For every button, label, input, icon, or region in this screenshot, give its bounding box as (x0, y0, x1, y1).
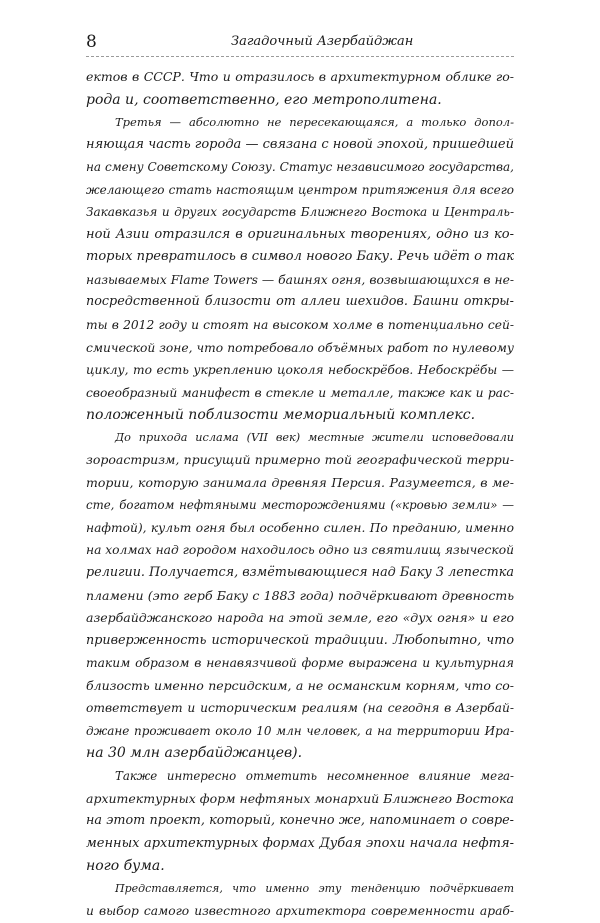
text-line: ты в 2012 году и стоят на высоком холме в потенциально сей- (86, 318, 514, 333)
text-line: таким образом в ненавязчивой форме выражена и культурная (86, 656, 514, 671)
text-line: торых превратилось в символ нового Баку. Речь идёт о так (86, 249, 514, 265)
text-line: ного бума. (86, 858, 165, 875)
text-line: тории, которую занимала древняя Персия. Разумеется, в ме- (86, 474, 514, 490)
text-line: зороастризм, присущий примерно той географической терри- (86, 452, 514, 468)
text-line: положенный поблизости мемориальный комплекс. (86, 407, 476, 424)
text-line: Закавказья и других государств Ближнего Востока и Централь- (86, 205, 514, 220)
text-line: ектов в СССР. Что и отразилось в архитектурном облике го- (86, 69, 514, 84)
text-line: на смену Советскому Союзу. Статус независимого государства, (86, 160, 514, 175)
text-line: смической зоне, что потребовало объёмных работ по нулевому (86, 340, 514, 355)
text-line: Также интересно отметить несомненное влияние мега- (115, 768, 514, 783)
text-line: циклу, то есть укреплению цоколя небоскрёбов. Небоскрёбы — (86, 363, 514, 378)
text-line: менных архитектурных формах Дубая эпохи начала нефтя- (86, 835, 514, 851)
text-line: ной Азии отразился в оригинальных творениях, одно из ко- (86, 226, 514, 242)
text-line: религии. Получается, взмётывающиеся над Баку 3 лепестка (86, 565, 514, 581)
text-line: Третья — абсолютно не пересекающаяся, а только допол- (115, 115, 514, 130)
text-line: пламени (это герб Баку с 1883 года) подчёркивают древность (86, 587, 514, 603)
text-line: близость именно персидским, а не османским корням, что со- (86, 677, 514, 693)
text-line: рода и, соответственно, его метрополитена. (86, 91, 442, 108)
page-number: 8 (86, 32, 97, 52)
text-line: на холмах над городом находилось одно из святилищ языческой (86, 543, 514, 558)
text-line: желающего стать настоящим центром притяжения для всего (86, 182, 514, 197)
text-line: называемых Flame Towers — башнях огня, возвышающихся в не- (86, 272, 514, 287)
text-line: на этот проект, который, конечно же, напоминает о совре- (86, 813, 514, 829)
text-line: своеобразный манифест в стекле и металле, также как и рас- (86, 385, 514, 400)
text-line: Представляется, что именно эту тенденцию подчёркивает (115, 881, 514, 895)
text-line: сте, богатом нефтяными месторождениями («кровью земли» — (86, 498, 514, 513)
text-line: посредственной близости от аллеи шехидов. Башни откры- (86, 294, 514, 310)
text-line: нафтой), культ огня был особенно силен. По преданию, именно (86, 520, 514, 535)
text-line: приверженность исторической традиции. Любопытно, что (86, 632, 514, 648)
text-line: на 30 млн азербайджанцев). (86, 745, 303, 762)
text-line: азербайджанского народа на этой земле, его «дух огня» и его (86, 610, 514, 626)
text-line: архитектурных форм нефтяных монархий Ближнего Востока (86, 790, 515, 806)
text-line: и выбор самого известного архитектора современности араб- (86, 904, 514, 919)
text-line: ответствует и историческим реалиям (на сегодня в Азербай- (86, 701, 514, 716)
text-line: джане проживает около 10 млн человек, а на территории Ира- (86, 723, 514, 738)
body-text (86, 66, 514, 923)
text-line: До прихода ислама (VII век) местные жители исповедовали (115, 430, 514, 444)
page-header (86, 30, 514, 57)
running-title: Загадочный Азербайджан (231, 34, 414, 49)
text-line: няющая часть города — связана с новой эпохой, пришедшей (86, 136, 514, 152)
